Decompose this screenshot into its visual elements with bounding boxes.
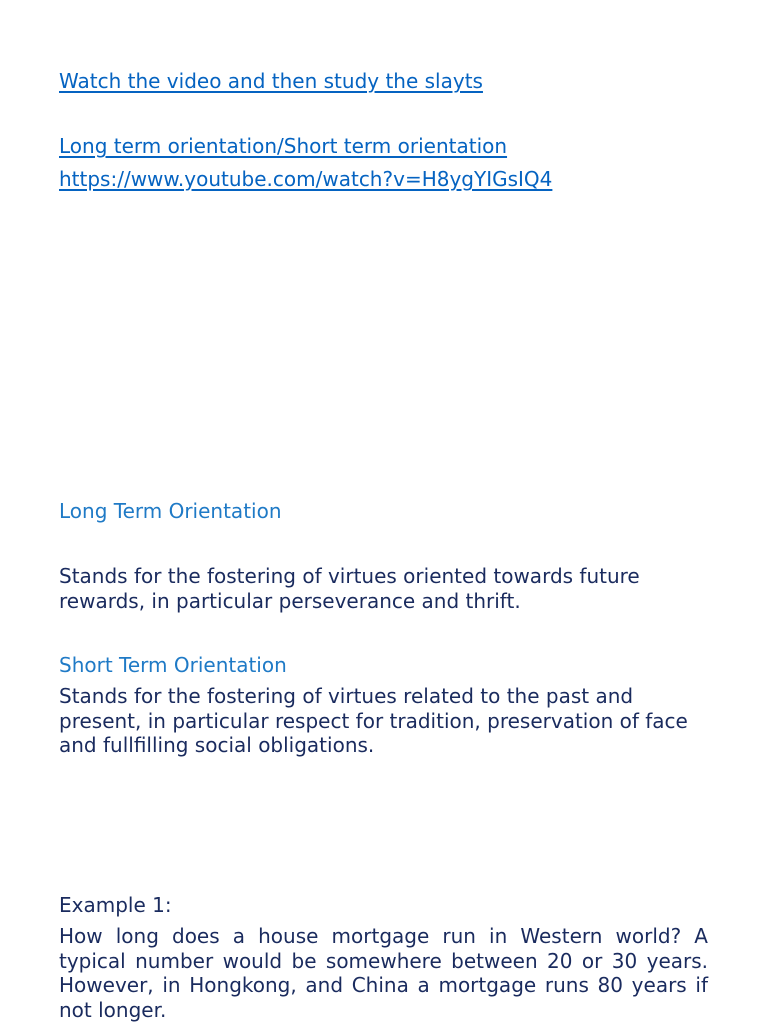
example-1-text: How long does a house mortgage run in Western world? A typical number would be somewhere between 20 or 30 years. However, in Hongkong, and China a mortgage runs 80 years if not longer.	[59, 924, 708, 1022]
long-term-description: Stands for the fostering of virtues oriented towards future rewards, in particular perseverance and thrift.	[59, 564, 640, 613]
example-1-label: Example 1:	[59, 893, 172, 917]
youtube-url-link[interactable]: https://www.youtube.com/watch?v=H8ygYIGsIQ4	[59, 167, 553, 191]
short-term-heading: Short Term Orientation	[59, 653, 287, 677]
short-term-description: Stands for the fostering of virtues related to the past and present, in particular respect for tradition, preservation of face and fullfilling social obligations.	[59, 684, 688, 757]
long-term-heading: Long Term Orientation	[59, 499, 282, 523]
orientation-title-link[interactable]: Long term orientation/Short term orientation	[59, 134, 508, 158]
watch-video-link[interactable]: Watch the video and then study the slayts	[59, 69, 483, 93]
